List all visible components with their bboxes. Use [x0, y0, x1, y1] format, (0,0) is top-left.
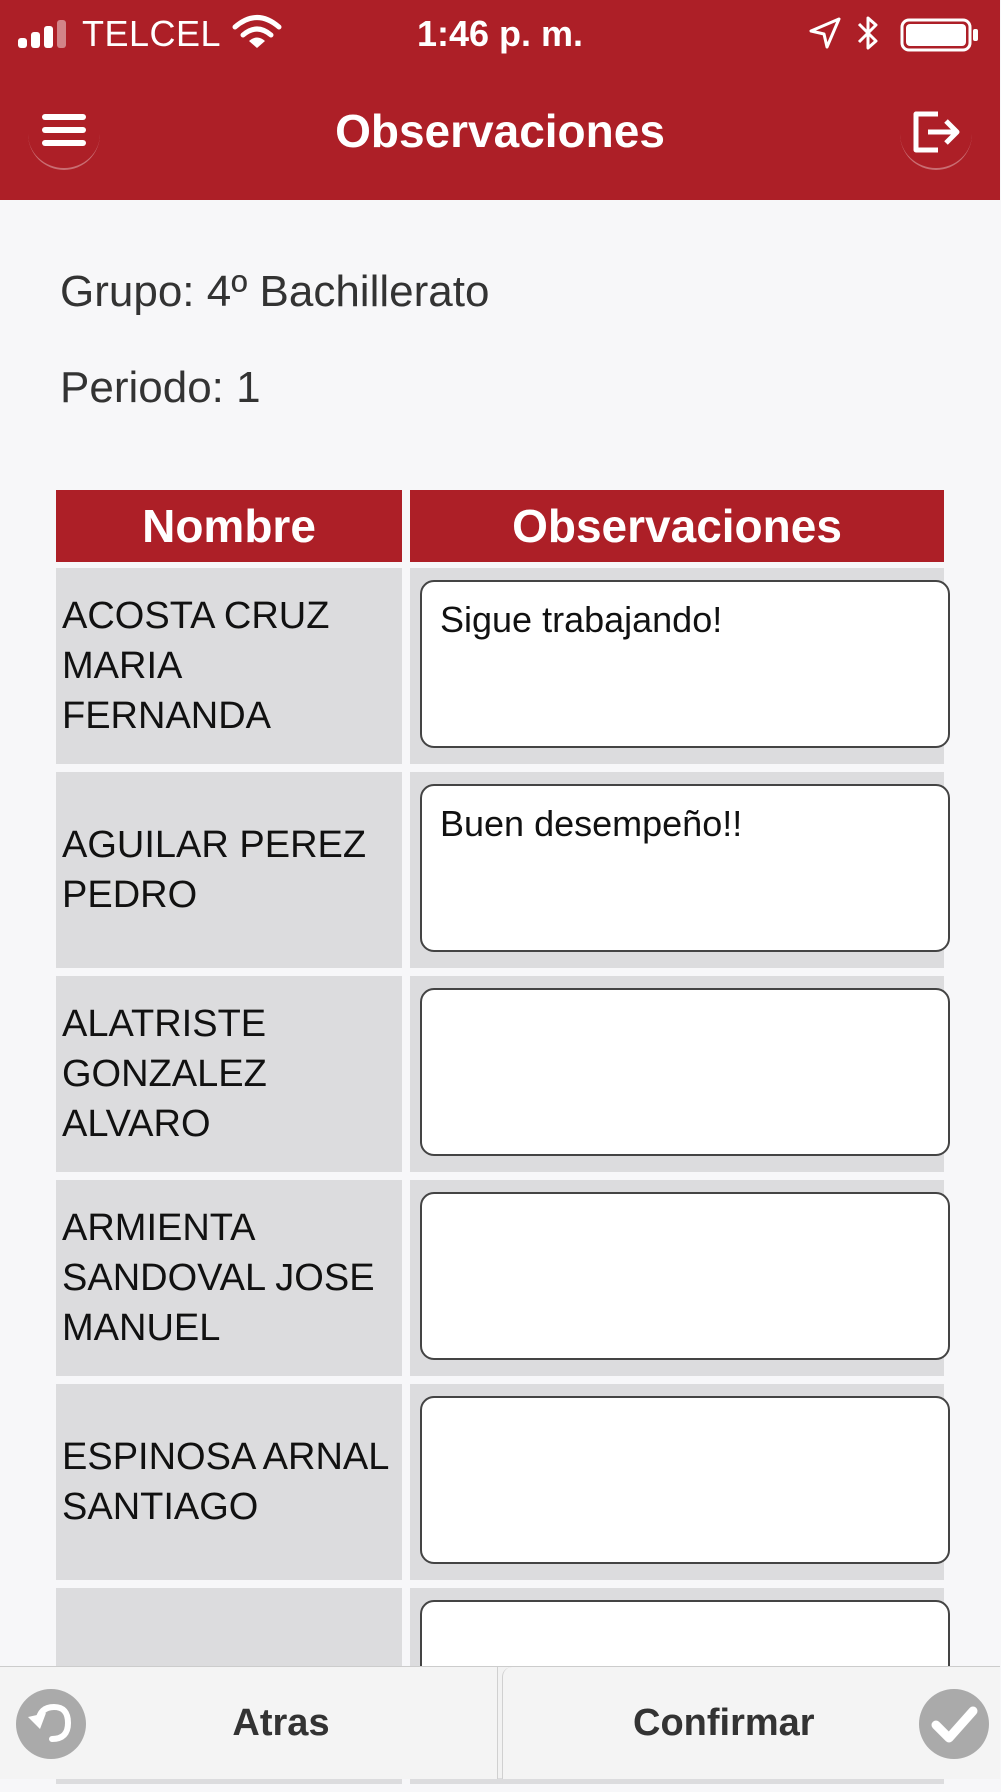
logout-icon	[908, 104, 964, 160]
observation-input[interactable]	[420, 580, 950, 748]
student-name-cell	[56, 1384, 402, 1580]
observation-cell	[410, 568, 944, 764]
student-name: ARMIENTA SANDOVAL JOSE MANUEL	[62, 1207, 375, 1349]
student-name-cell	[56, 976, 402, 1172]
page-title: Observaciones	[335, 105, 665, 157]
back-button-label: Atras	[232, 1702, 330, 1744]
confirm-button[interactable]	[502, 1667, 1000, 1779]
observations-table	[0, 490, 1000, 1666]
student-name: ACOSTA CRUZ MARIA FERNANDA	[62, 595, 330, 737]
table-row	[56, 976, 944, 1172]
observation-input[interactable]	[420, 988, 950, 1156]
table-header	[56, 490, 944, 562]
student-name-cell	[56, 568, 402, 764]
bottom-bar	[0, 1666, 1000, 1778]
back-button[interactable]	[0, 1667, 498, 1779]
observation-input[interactable]	[420, 1396, 950, 1564]
table-row	[56, 1180, 944, 1376]
table-row	[56, 568, 944, 764]
group-label: Grupo: 4º Bachillerato	[60, 267, 490, 316]
bluetooth-icon	[854, 14, 882, 52]
column-header-observations: Observaciones	[410, 490, 944, 562]
observation-cell	[410, 976, 944, 1172]
table-row	[56, 1384, 944, 1580]
student-name-cell	[56, 772, 402, 968]
status-bar	[0, 0, 1000, 70]
observation-input[interactable]	[420, 1192, 950, 1360]
confirm-button-label: Confirmar	[633, 1702, 815, 1744]
observation-input[interactable]	[420, 784, 950, 952]
battery-icon	[900, 18, 980, 52]
student-name: AGUILAR PEREZ PEDRO	[62, 824, 367, 916]
check-icon	[919, 1689, 989, 1759]
table-row	[56, 772, 944, 968]
location-arrow-icon	[808, 16, 842, 50]
student-name: ESPINOSA ARNAL SANTIAGO	[62, 1436, 388, 1528]
period-label: Periodo: 1	[60, 363, 261, 412]
column-header-name: Nombre	[56, 490, 402, 562]
student-name: ALATRISTE GONZALEZ ALVARO	[62, 1003, 267, 1145]
student-name-cell	[56, 1180, 402, 1376]
top-bar	[0, 0, 1000, 200]
observation-cell	[410, 772, 944, 968]
carrier-name: TELCEL	[82, 13, 222, 54]
table-body	[56, 568, 944, 1792]
observation-cell	[410, 1384, 944, 1580]
app-header	[0, 70, 1000, 200]
observation-cell	[410, 1180, 944, 1376]
logout-button[interactable]	[900, 98, 972, 170]
status-time: 1:46 p. m.	[416, 13, 584, 54]
